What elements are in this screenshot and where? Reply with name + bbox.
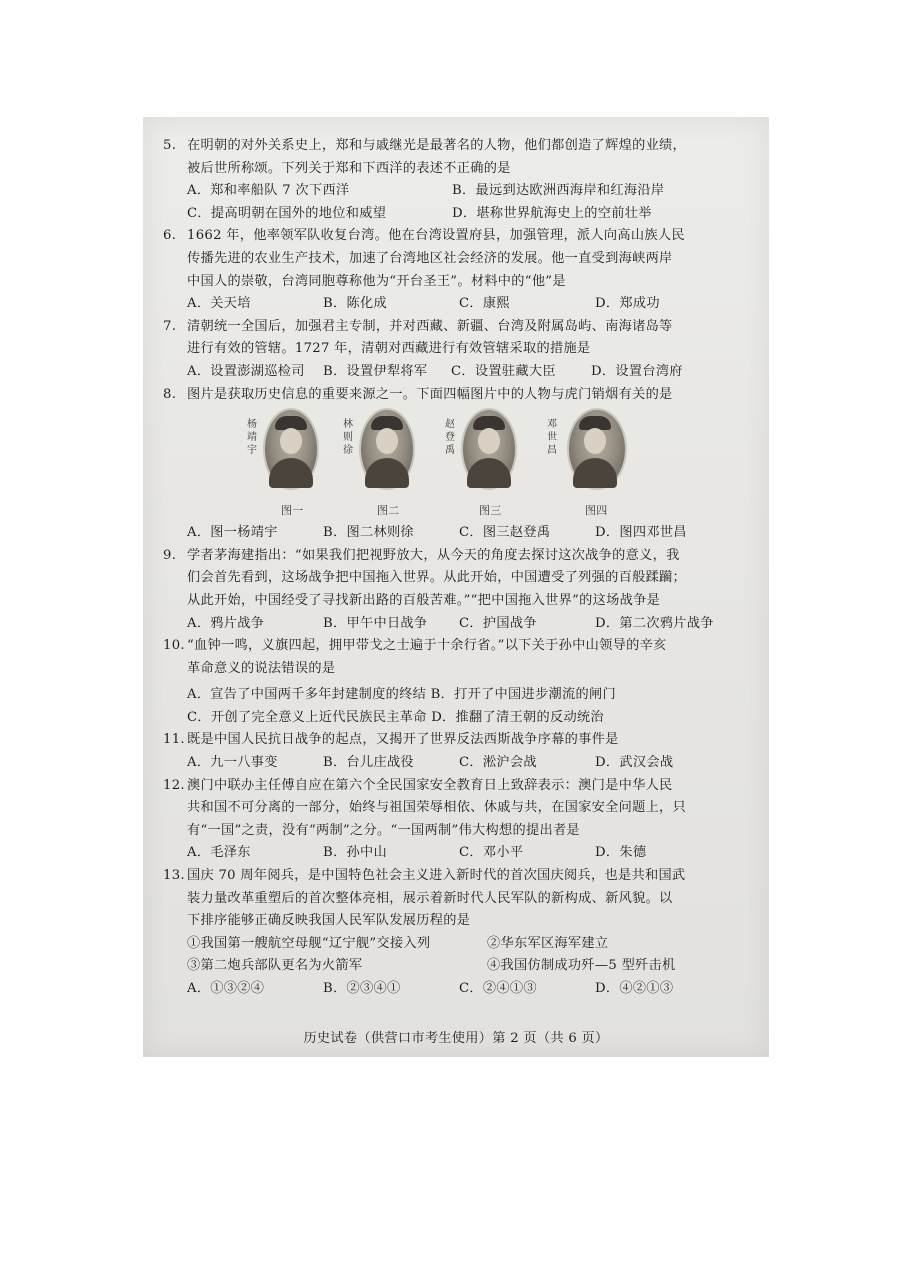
option-a: A．九一八事变 bbox=[187, 755, 278, 771]
question-text: “血钟一鸣，义旗四起，拥甲带戈之士遍于十余行省。”以下关于孙中山领导的辛亥 bbox=[187, 638, 667, 654]
question-number: 13. bbox=[163, 868, 185, 884]
option-a: A．关天培 bbox=[187, 296, 251, 312]
exam-page-photo bbox=[143, 117, 769, 1057]
options bbox=[163, 978, 743, 1001]
option-a: A．宣告了中国两千多年封建制度的终结 bbox=[187, 687, 427, 703]
option-c: C．提高明朝在国外的地位和威望 bbox=[187, 205, 387, 221]
item-3: ③第二炮兵部队更名为火箭军 bbox=[187, 958, 363, 974]
question-text: 革命意义的说法错误的是 bbox=[187, 660, 336, 676]
portrait-caption: 图三 bbox=[479, 504, 502, 518]
options bbox=[163, 684, 743, 729]
option-b: B．甲午中日战争 bbox=[323, 615, 428, 631]
options bbox=[163, 752, 743, 775]
portrait-row bbox=[163, 410, 743, 522]
option-a: A．图一杨靖宇 bbox=[187, 525, 278, 541]
portrait-photo bbox=[361, 410, 413, 488]
option-c: C．设置驻藏大臣 bbox=[451, 363, 556, 379]
option-d: D．第二次鸦片战争 bbox=[595, 615, 714, 631]
option-d: D．武汉会战 bbox=[595, 755, 674, 771]
question-text: 装力量改革重塑后的首次整体亮相，展示着新时代人民军队的新构成、新风貌。以 bbox=[187, 890, 673, 906]
option-d: D．图四邓世昌 bbox=[595, 525, 687, 541]
question-text: 们会首先看到，这场战争把中国拖入世界。从此开始，中国遭受了列强的百般蹂躏； bbox=[187, 570, 687, 586]
option-c: C．护国战争 bbox=[459, 615, 537, 631]
question-number: 9. bbox=[163, 547, 177, 563]
question-7 bbox=[163, 316, 743, 384]
question-number: 12. bbox=[163, 777, 185, 793]
question-text: 1662 年，他率领军队收复台湾。他在台湾设置府县，加强管理，派人向高山族人民 bbox=[187, 228, 685, 244]
option-a: A．①③②④ bbox=[187, 981, 265, 996]
question-9 bbox=[163, 545, 743, 635]
options bbox=[163, 361, 743, 384]
option-d: D．④②①③ bbox=[595, 981, 674, 996]
question-10 bbox=[163, 635, 743, 729]
portrait-photo bbox=[265, 410, 317, 488]
option-b: B．②③④① bbox=[323, 981, 401, 996]
option-c: C．开创了完全意义上近代民族民主革命 bbox=[187, 709, 427, 725]
question-text: 学者茅海建指出：“如果我们把视野放大，从今天的角度去探讨这次战争的意义，我 bbox=[187, 547, 680, 563]
question-5 bbox=[163, 135, 743, 225]
option-b: B．最远到达欧洲西海岸和红海沿岸 bbox=[452, 183, 665, 199]
portrait-caption: 图四 bbox=[585, 504, 608, 518]
item-1: ①我国第一艘航空母舰“辽宁舰”交接入列 bbox=[187, 935, 431, 951]
options bbox=[163, 180, 743, 225]
portrait-4 bbox=[547, 410, 657, 520]
question-text: 进行有效的管辖。1727 年，清朝对西藏进行有效管辖采取的措施是 bbox=[187, 341, 591, 357]
question-text: 下排序能够正确反映我国人民军队发展历程的是 bbox=[187, 913, 471, 929]
portrait-2 bbox=[343, 410, 453, 520]
option-d: D．郑成功 bbox=[595, 296, 660, 312]
options bbox=[163, 842, 743, 865]
exam-content bbox=[163, 135, 743, 1001]
option-d: D．堪称世界航海史上的空前壮举 bbox=[452, 205, 652, 221]
question-number: 6. bbox=[163, 228, 177, 244]
question-number: 8. bbox=[163, 386, 177, 402]
option-a: A．毛泽东 bbox=[187, 845, 251, 861]
option-b: B．设置伊犁将军 bbox=[323, 363, 428, 379]
option-a: A．设置澎湖巡检司 bbox=[187, 363, 305, 379]
question-number: 10. bbox=[163, 638, 185, 654]
option-b: B．孙中山 bbox=[323, 845, 387, 861]
portrait-3 bbox=[445, 410, 555, 520]
option-c: C．邓小平 bbox=[459, 845, 524, 861]
question-11 bbox=[163, 729, 743, 774]
item-4: ④我国仿制成功歼—5 型歼击机 bbox=[487, 958, 676, 974]
portrait-name: 赵登禹 bbox=[445, 419, 456, 457]
question-text: 国庆 70 周年阅兵，是中国特色社会主义进入新时代的首次国庆阅兵，也是共和国武 bbox=[187, 868, 686, 884]
option-a: A．鸦片战争 bbox=[187, 615, 265, 631]
portrait-1 bbox=[247, 410, 357, 520]
option-a: A．郑和率船队 7 次下西洋 bbox=[187, 183, 350, 199]
question-text: 澳门中联办主任傅自应在第六个全民国家安全教育日上致辞表示：澳门是中华人民 bbox=[187, 777, 673, 793]
option-c: C．图三赵登禹 bbox=[459, 525, 551, 541]
question-text: 被后世所称颂。下列关于郑和下西洋的表述不正确的是 bbox=[187, 160, 511, 176]
question-text: 清朝统一全国后，加强君主专制，并对西藏、新疆、台湾及附属岛屿、南海诸岛等 bbox=[187, 318, 673, 334]
option-b: B．台儿庄战役 bbox=[323, 755, 414, 771]
question-number: 5. bbox=[163, 138, 177, 153]
option-b: B．陈化成 bbox=[323, 296, 387, 312]
options bbox=[163, 522, 743, 545]
options bbox=[163, 613, 743, 636]
option-d: D．设置台湾府 bbox=[591, 363, 683, 379]
question-12 bbox=[163, 775, 743, 865]
portrait-name: 邓世昌 bbox=[547, 419, 558, 457]
question-13 bbox=[163, 865, 743, 1001]
option-d: D．推翻了清王朝的反动统治 bbox=[431, 709, 604, 725]
question-number: 11. bbox=[163, 732, 185, 748]
option-c: C．康熙 bbox=[459, 296, 510, 312]
question-number: 7. bbox=[163, 318, 177, 334]
question-text: 有“一国”之责，没有“两制”之分。“一国两制”伟大构想的提出者是 bbox=[187, 822, 580, 838]
question-text: 传播先进的农业生产技术，加速了台湾地区社会经济的发展。他一直受到海峡两岸 bbox=[187, 250, 673, 266]
options bbox=[163, 293, 743, 316]
question-text: 既是中国人民抗日战争的起点，又揭开了世界反法西斯战争序幕的事件是 bbox=[187, 732, 619, 748]
portrait-name: 杨靖宇 bbox=[247, 419, 258, 457]
question-text: 从此开始，中国经受了寻找新出路的百般苦难。”“把中国拖入世界”的这场战争是 bbox=[187, 592, 661, 608]
question-8 bbox=[163, 384, 743, 545]
page-footer: 历史试卷（供营口市考生使用）第 2 页（共 6 页） bbox=[303, 1031, 609, 1046]
portrait-caption: 图二 bbox=[377, 504, 400, 518]
option-b: B．图二林则徐 bbox=[323, 525, 414, 541]
sequence-items bbox=[163, 933, 743, 978]
question-6 bbox=[163, 225, 743, 315]
portrait-photo bbox=[463, 410, 515, 488]
portrait-photo bbox=[569, 410, 625, 488]
portrait-caption: 图一 bbox=[281, 504, 304, 518]
portrait-name: 林则徐 bbox=[343, 419, 354, 457]
question-text: 在明朝的对外关系史上，郑和与戚继光是最著名的人物，他们都创造了辉煌的业绩， bbox=[187, 138, 687, 153]
question-text: 图片是获取历史信息的重要来源之一。下面四幅图片中的人物与虎门销烟有关的是 bbox=[187, 386, 673, 402]
option-c: C．②④①③ bbox=[459, 981, 537, 996]
item-2: ②华东军区海军建立 bbox=[487, 935, 609, 951]
option-d: D．朱德 bbox=[595, 845, 647, 861]
question-text: 中国人的崇敬，台湾同胞尊称他为“开台圣王”。材料中的“他”是 bbox=[187, 273, 566, 289]
option-b: B．打开了中国进步潮流的闸门 bbox=[430, 687, 616, 703]
question-text: 共和国不可分离的一部分，始终与祖国荣辱相依、休戚与共，在国家安全问题上，只 bbox=[187, 800, 687, 816]
option-c: C．淞沪会战 bbox=[459, 755, 537, 771]
